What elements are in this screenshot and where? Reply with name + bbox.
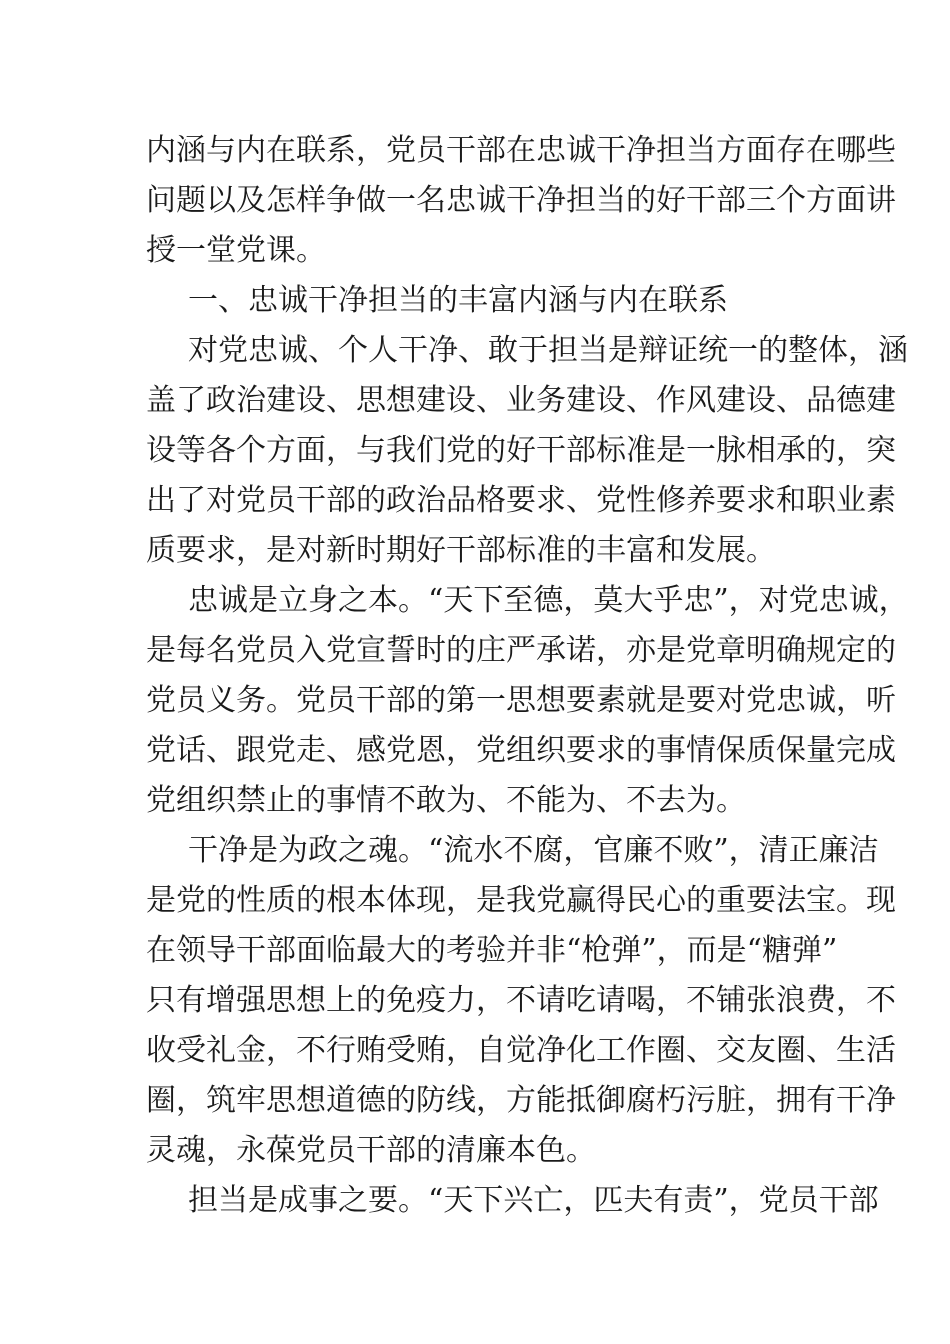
- paragraph-start-line: 忠诚是立身之本。“天下至德，莫大乎忠”，对党忠诚，: [188, 583, 909, 618]
- text-line: 收受礼金，不行贿受贿，自觉净化工作圈、交友圈、生活: [146, 1033, 896, 1068]
- text-line: 质要求，是对新时期好干部标准的丰富和发展。: [146, 533, 776, 568]
- paragraph-start-line: 干净是为政之魂。“流水不腐，官廉不败”，清正廉洁: [188, 833, 879, 868]
- text-line: 问题以及怎样争做一名忠诚干净担当的好干部三个方面讲: [146, 183, 896, 218]
- text-line: 党组织禁止的事情不敢为、不能为、不去为。: [146, 783, 746, 818]
- text-line: 出了对党员干部的政治品格要求、党性修养要求和职业素: [146, 483, 896, 518]
- text-line: 授一堂党课。: [146, 233, 326, 268]
- text-line: 内涵与内在联系，党员干部在忠诚干净担当方面存在哪些: [146, 133, 896, 168]
- body-text: [146, 126, 909, 1226]
- section-heading: 一、忠诚干净担当的丰富内涵与内在联系: [188, 283, 728, 318]
- paragraph-start-line: 担当是成事之要。“天下兴亡，匹夫有责”，党员干部: [188, 1183, 879, 1218]
- text-line: 盖了政治建设、思想建设、业务建设、作风建设、品德建: [146, 383, 896, 418]
- text-line: 灵魂，永葆党员干部的清廉本色。: [146, 1133, 596, 1168]
- text-line: 圈，筑牢思想道德的防线，方能抵御腐朽污脏，拥有干净: [146, 1083, 896, 1118]
- text-line: 党员义务。党员干部的第一思想要素就是要对党忠诚，听: [146, 683, 896, 718]
- text-line: 只有增强思想上的免疫力，不请吃请喝，不铺张浪费，不: [146, 983, 896, 1018]
- text-line: 是党的性质的根本体现，是我党赢得民心的重要法宝。现: [146, 883, 896, 918]
- text-line: 党话、跟党走、感党恩，党组织要求的事情保质保量完成: [146, 733, 896, 768]
- text-line: 是每名党员入党宣誓时的庄严承诺，亦是党章明确规定的: [146, 633, 896, 668]
- text-line: 设等各个方面，与我们党的好干部标准是一脉相承的，突: [146, 433, 896, 468]
- text-line: 在领导干部面临最大的考验并非“枪弹”，而是“糖弹”: [146, 933, 838, 968]
- paragraph-start-line: 对党忠诚、个人干净、敢于担当是辩证统一的整体，涵: [188, 333, 908, 368]
